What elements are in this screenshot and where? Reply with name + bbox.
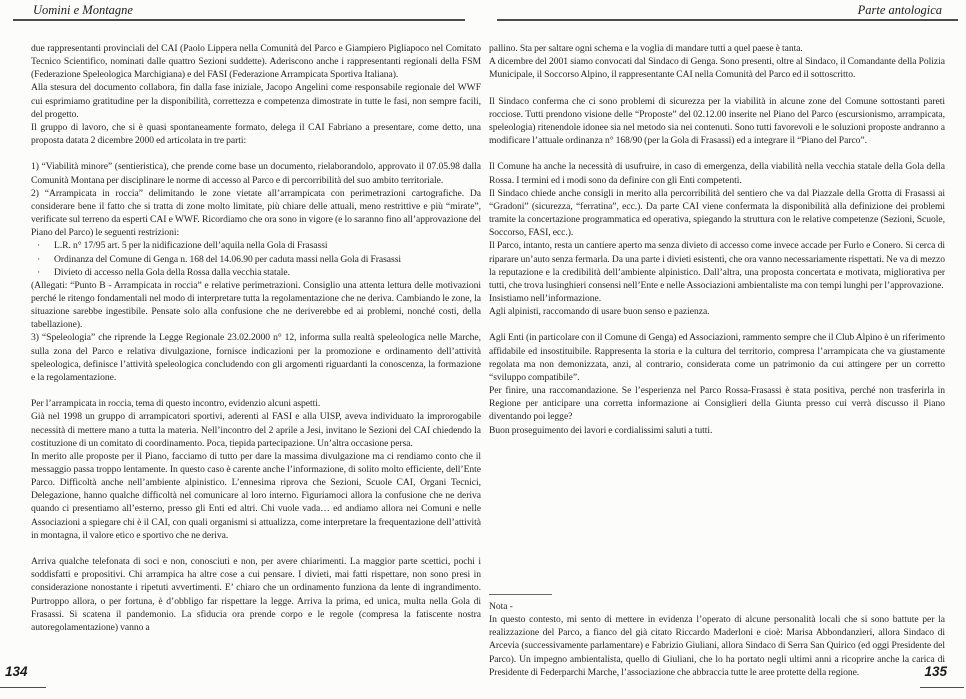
page-left <box>31 42 481 692</box>
list-item-text: L.R. n° 17/95 art. 5 per la nidificazione dell’aquila nella Gola di Frasassi <box>54 240 328 252</box>
bullet-marker: · <box>37 266 41 278</box>
paragraph: Il Comune ha anche la necessità di usufruire, in caso di emergenza, della viabilità nella vecchia statale della Gola della Rossa. I termini ed i modi sono da definire con gli Enti competenti. <box>489 161 945 186</box>
paragraph: Arriva qualche telefonata di soci e non, conosciuti e non, per avere chiarimenti. La maggior parte scettici, pochi i soddisfatti e propositivi. Chi arrampica ha altre cose a cui pensare. I divieti, mai fatti rispettare, non sono presi in considerazione nonostante i ripetuti avvertimenti. E’ chiaro che un ordinamento funziona da lente di ingrandimento. Purtroppo allora, o per fortuna, è d’obbligo far rispettare la legge. Arriva la prima, ed unica, multa nella Gola di Frasassi. Si scatena il pandemonio. La sfiducia ora prende corpo e le regole (compresa la fatiscente nostra autoregolamentazione) vanno a <box>31 556 481 633</box>
paragraph: Il Sindaco conferma che ci sono problemi di sicurezza per la viabilità in alcune zone del Comune sottostanti pareti rocciose. Tutti prendono visione delle “Proposte” del 02.12.00 inserite nel Piano del Parco (escursionismo, arrampicata, speleologia) ritenendole idonee sia nel metodo sia nei contenuti. Sono tutti favorevoli e le soluzioni proposte andranno a modificare l’attuale ordinanza n° 168/90 (per la Gola di Frasassi) ed a integrare il “Piano del Parco”. <box>489 95 945 147</box>
footnote-label: Nota - <box>489 601 513 612</box>
paragraph: Per finire, una raccomandazione. Se l’esperienza nel Parco Rossa-Frasassi è stata positiva, perché non trasferirla in Regione per anticipare una corretta informazione ai Consiglieri della Giunta presso cui verrà discusso il Piano diventando poi legge? <box>489 385 945 423</box>
header-rule-left <box>13 19 465 21</box>
running-head-left: Uomini e Montagne <box>33 3 133 17</box>
paragraph: 3) “Speleologia” che riprende la Legge Regionale 23.02.2000 n° 12, informa sulla realtà speleologica nelle Marche, sulla zona del Parco e relativa divulgazione, fornisce indicazioni per la promozione e ordinamento dell’attività speleologica, definisce l’attività speleologica concludendo con gli argomenti riguardanti la conoscenza, la formazione e la regolamentazione. <box>31 332 481 383</box>
running-head-right: Parte antologica <box>857 3 942 17</box>
list-item <box>31 253 481 266</box>
list-item-text: Ordinanza del Comune di Genga n. 168 del 14.06.90 per caduta massi nella Gola di Frasassi <box>54 253 402 265</box>
folio-rule-left <box>0 687 46 688</box>
paragraph: Il Parco, intanto, resta un cantiere aperto ma senza divieto di accesso come invece accade per Furlo e Conero. Si cerca di riparare un’auto senza fermarla. Da una parte i divieti esistenti, che ora vanno necessariamente rispettati. Ne va di mezzo la reputazione e la credibilità dell’ambiente alpinistico. Dall’altra, una proposta concertata e motivata, migliorativa per tutti, che trova lusinghieri consensi nell’Ente e nelle Associazioni ambientaliste ma con tempi lunghi per l’approvazione. <box>489 240 945 291</box>
paragraph: Buon proseguimento dei lavori e cordialissimi saluti a tutti. <box>489 424 713 436</box>
footnote-divider <box>489 594 552 595</box>
paragraph: due rappresentanti provinciali del CAI (Paolo Lippera nella Comunità del Parco e Giampiero Pigliapoco nel Comitato Tecnico Scientifico, nominati dalle quattro Sezioni suddette). Aderiscono anche i rappresentanti regionali della FSM (Federazione Speleologica Marchigiana) e del FASI (Federazione Arrampicata Sportiva Italiana). <box>31 43 481 81</box>
paragraph: pallino. Sta per saltare ogni schema e la voglia di mandare tutti a quel paese è tanta. <box>489 43 803 54</box>
paragraph: Alla stesura del documento collabora, fin dalla fase iniziale, Jacopo Angelini come responsabile regionale del WWF cui esprimiamo gratitudine per la disponibilità, correttezza e competenza dimostrate in tutte le fasi, non sempre facili, del progetto. <box>31 82 481 120</box>
paragraph: 2) “Arrampicata in roccia” delimitando le zone vietate all’arrampicata con perimetrazioni cartografiche. Da considerare bene il fatto che si tratta di zone molto limitate, più chiare delle attuali, meno restrittive e più “mirate”, verificate sul terreno da esperti CAI e WWF. Ricordiamo che ora sono in vigore (e lo saranno fino all’approvazione del Piano del Parco) le seguenti restrizioni: <box>31 187 481 239</box>
header-rule-right <box>497 19 958 21</box>
footnote-text: In questo contesto, mi sento di mettere in evidenza l’operato di alcune personalità locali che si sono battute per la realizzazione del Parco, a fianco del già citato Riccardo Maderloni e cioè: Marisa Abbondanzieri, allora Sindaco di Arcevia (successivamente parlamentare) e Fabrizio Giuliani, allora Sindaco di Serra San Quirico (ed oggi Presidente del Parco). Un impegno ambientalista, quello di Giuliani, che lo ha portato negli ultimi anni a ricoprire anche la carica di Presidente di Federparchi Marche, l’associazione che abbraccia tutte le aree protette della regione. <box>489 614 945 678</box>
list-item <box>31 239 481 252</box>
paragraph: Il gruppo di lavoro, che si è quasi spontaneamente formato, delega il CAI Fabriano a presentare, come detto, una proposta datata 2 dicembre 2000 ed articolata in tre parti: <box>31 121 481 147</box>
paragraph: (Allegati: “Punto B - Arrampicata in roccia” e relative perimetrazioni. Consiglio una attenta lettura delle motivazioni perché le ritengo fondamentali nel modo di interpretare tutta la regolamentazione che ne deriva. Cambiando le zone, la situazione sarebbe ingestibile. Pensate solo alla confusione che ne deriverebbe ed ai problemi, nonché costi, della tabellazione). <box>31 279 481 331</box>
paragraph: A dicembre del 2001 siamo convocati dal Sindaco di Genga. Sono presenti, oltre al Sindaco, il Comandante della Polizia Municipale, il Soccorso Alpino, il rappresentante CAI nella Comunità del Parco ed il sottoscritto. <box>489 56 945 81</box>
paragraph: Insistiamo nell’informazione. <box>489 292 602 304</box>
list-item-text: Divieto di accesso nella Gola della Rossa dalla vecchia statale. <box>54 266 291 278</box>
bullet-marker: · <box>37 240 41 252</box>
paragraph: Per l’arrampicata in roccia, tema di questo incontro, evidenzio alcuni aspetti. <box>31 398 321 410</box>
paragraph: 1) “Viabilità minore” (sentieristica), che prende come base un documento, rielaborandolo, approvato il 07.05.98 dalla Comunità Montana per disciplinare le norme di accesso al Parco e di percorribilità del suo ambito territoriale. <box>31 161 481 186</box>
page-number-right: 135 <box>924 664 947 679</box>
bullet-marker: · <box>37 253 41 265</box>
list-item <box>31 266 481 279</box>
paragraph: Il Sindaco chiede anche consigli in merito alla percorribilità del sentiero che va dal Piazzale della Grotta di Frasassi ai “Gradoni” (sicurezza, “ferratina”, ecc.). Da parte CAI viene confermata la disponibilità alla definizione dei problemi tramite la concertazione programmatica ed operativa, spiegando la struttura con le relative competenze (Sezioni, Scuole, Soccorso, FASI, ecc.). <box>489 187 945 239</box>
paragraph: Agli Enti (in particolare con il Comune di Genga) ed Associazioni, rammento sempre che il Club Alpino è un riferimento affidabile ed insostituibile. Rappresenta la storia e la cultura del territorio, compresa l’arrampicata che va giustamente regolata ma non demonizzata, anzi, al contrario, considerata come un patrimonio da cui attingere per un corretto “sviluppo compatibile”. <box>489 332 945 383</box>
page-number-left: 134 <box>5 664 28 679</box>
paragraph: In merito alle proposte per il Piano, facciamo di tutto per dare la massima divulgazione ma ci rendiamo conto che il messaggio passa troppo lentamente. In questo caso è carente anche l’informazione, di solito molto efficiente, dell’Ente Parco. Difficoltà anche nell’ambiente alpinistico. L’ennesima riprova che Sezioni, Scuole CAI, Organi Tecnici, Delegazione, hanno qualche difficoltà nel comunicare al loro interno. Figuriamoci allora la confusione che ne deriva quando ci presentiamo all’esterno, presso gli Enti ed altri. Chi vuole vada… ed andiamo allora nei Comuni e nelle Associazioni a spiegare chi è il CAI, con quali organismi si attualizza, come interpretare la frequentazione dell’attività in montagna, il valore etico e sportivo che ne deriva. <box>31 450 481 541</box>
page-right <box>489 42 945 692</box>
folio-rule-right <box>920 687 964 688</box>
paragraph: Già nel 1998 un gruppo di arrampicatori sportivi, aderenti al FASI e alla UISP, aveva individuato la improrogabile necessità di mettere mano a tutta la materia. Nell’incontro del 2 aprile a Jesi, invitano le Sezioni del CAI chiedendo la costituzione di un comitato di coordinamento. Poca, tiepida partecipazione. Un’altra occasione persa. <box>31 411 481 449</box>
footnote-section <box>489 594 945 679</box>
paragraph: Agli alpinisti, raccomando di usare buon senso e pazienza. <box>489 306 710 318</box>
